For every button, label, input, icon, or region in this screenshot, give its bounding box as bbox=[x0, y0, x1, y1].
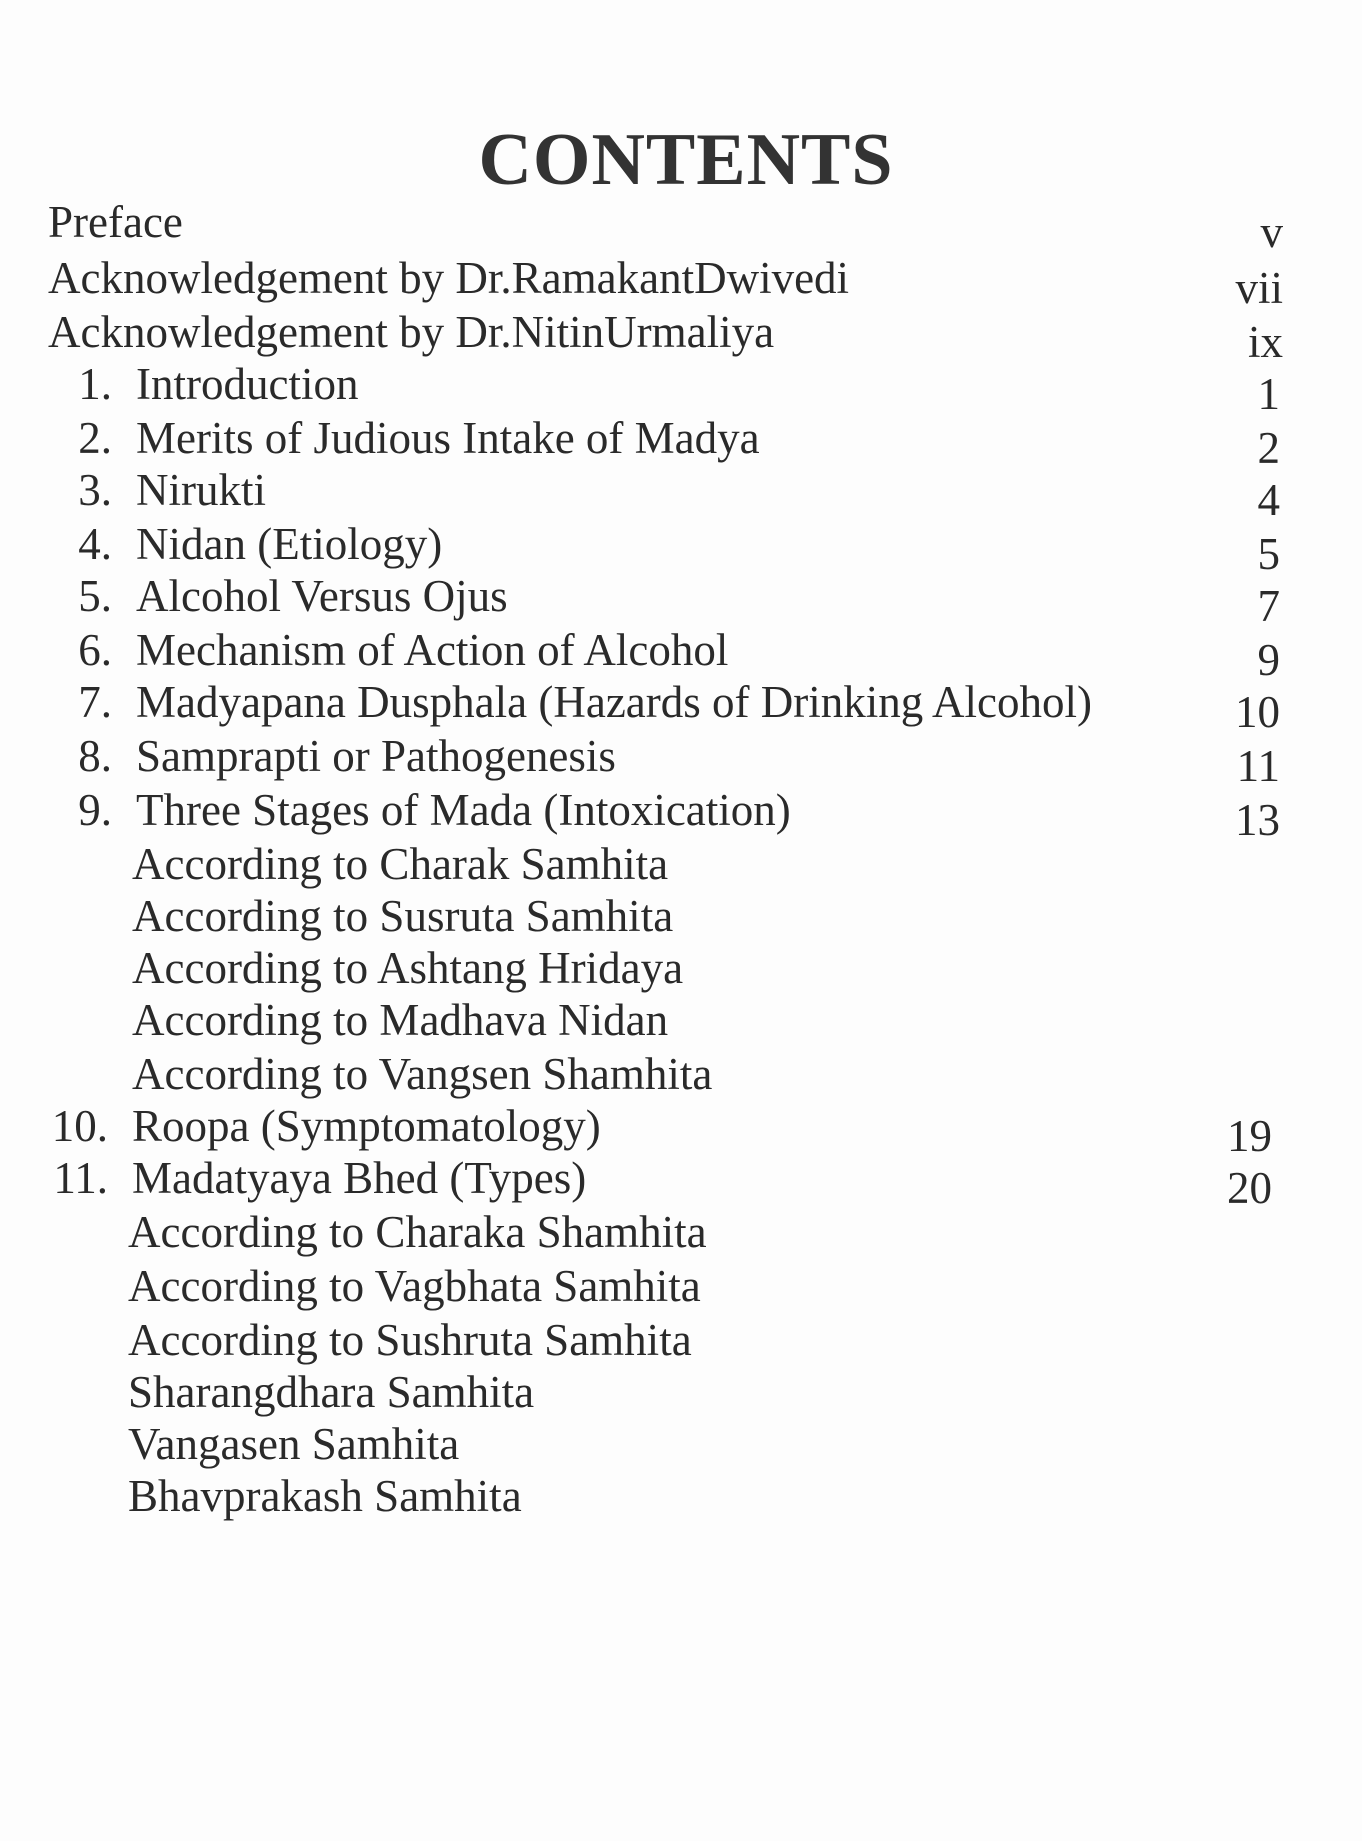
toc-entry bbox=[0, 730, 1362, 790]
toc-entry bbox=[0, 838, 1362, 898]
toc-entry bbox=[0, 890, 1362, 950]
entry-number: 4. bbox=[78, 519, 112, 569]
entry-page-number: 2 bbox=[1257, 423, 1280, 473]
entry-number: 1. bbox=[78, 359, 112, 409]
toc-entry bbox=[0, 624, 1362, 684]
toc-entry bbox=[0, 942, 1362, 1002]
entry-title: Acknowledgement by Dr.NitinUrmaliya bbox=[48, 307, 775, 357]
entry-number: 8. bbox=[78, 731, 112, 781]
entry-title: Introduction bbox=[136, 359, 359, 409]
entry-title: Nidan (Etiology) bbox=[136, 519, 443, 569]
entry-subtitle: According to Vagbhata Samhita bbox=[128, 1261, 701, 1311]
toc-entry bbox=[0, 1418, 1362, 1478]
toc-entry bbox=[0, 676, 1362, 736]
entry-title: Alcohol Versus Ojus bbox=[136, 571, 508, 621]
toc-entry bbox=[0, 570, 1362, 630]
entry-page-number: 7 bbox=[1257, 581, 1280, 631]
entry-page-number: vii bbox=[1235, 263, 1283, 313]
toc-entry bbox=[0, 1470, 1362, 1530]
entry-title: Samprapti or Pathogenesis bbox=[136, 731, 616, 781]
entry-page-number: 5 bbox=[1257, 529, 1280, 579]
entry-title: Acknowledgement by Dr.RamakantDwivedi bbox=[48, 253, 850, 303]
entry-subtitle: Bhavprakash Samhita bbox=[128, 1471, 522, 1521]
entry-subtitle: According to Vangsen Shamhita bbox=[132, 1049, 713, 1099]
page-title: CONTENTS bbox=[478, 119, 894, 201]
entry-number: 6. bbox=[78, 625, 112, 675]
entry-title: Merits of Judious Intake of Madya bbox=[136, 413, 760, 463]
toc-entry bbox=[0, 412, 1362, 472]
toc-entry bbox=[0, 1152, 1362, 1212]
toc-entry bbox=[0, 196, 1362, 256]
toc-entry bbox=[0, 1206, 1362, 1266]
entry-page-number: 19 bbox=[1227, 1111, 1272, 1161]
entry-page-number: 1 bbox=[1257, 369, 1280, 419]
entry-title: Mechanism of Action of Alcohol bbox=[136, 625, 729, 675]
entry-title: Madyapana Dusphala (Hazards of Drinking Alcohol) bbox=[136, 677, 1092, 727]
toc-entry bbox=[0, 306, 1362, 366]
entry-page-number: ix bbox=[1247, 317, 1283, 367]
entry-subtitle: According to Susruta Samhita bbox=[132, 891, 674, 941]
toc-entry bbox=[0, 464, 1362, 524]
toc-entry bbox=[0, 1314, 1362, 1374]
entry-page-number: 4 bbox=[1257, 475, 1280, 525]
entry-number: 2. bbox=[78, 413, 112, 463]
entry-page-number: 9 bbox=[1257, 635, 1280, 685]
entry-subtitle: Vangasen Samhita bbox=[128, 1419, 460, 1469]
entry-subtitle: According to Madhava Nidan bbox=[132, 995, 669, 1045]
entry-page-number: 13 bbox=[1235, 795, 1280, 845]
entry-page-number: v bbox=[1260, 207, 1283, 257]
entry-subtitle: According to Sushruta Samhita bbox=[128, 1315, 692, 1365]
entry-subtitle: According to Ashtang Hridaya bbox=[132, 943, 684, 993]
entry-number: 11. bbox=[53, 1153, 108, 1203]
entry-number: 5. bbox=[78, 571, 112, 621]
entry-title: Preface bbox=[48, 197, 183, 247]
entry-page-number: 11 bbox=[1236, 741, 1280, 791]
entry-number: 9. bbox=[78, 785, 112, 835]
toc-entry bbox=[0, 1366, 1362, 1426]
entry-title: Nirukti bbox=[136, 465, 266, 515]
entry-number: 3. bbox=[78, 465, 112, 515]
toc-entry bbox=[0, 1100, 1362, 1160]
entry-page-number: 20 bbox=[1227, 1163, 1272, 1213]
toc-entry bbox=[0, 252, 1362, 312]
toc-entry bbox=[0, 784, 1362, 844]
entry-subtitle: According to Charaka Shamhita bbox=[128, 1207, 707, 1257]
entry-number: 7. bbox=[78, 677, 112, 727]
toc-entry bbox=[0, 994, 1362, 1054]
toc-entry bbox=[0, 518, 1362, 578]
toc-entry bbox=[0, 1260, 1362, 1320]
entry-page-number: 10 bbox=[1235, 687, 1280, 737]
toc-entry bbox=[0, 358, 1362, 418]
entry-title: Madatyaya Bhed (Types) bbox=[132, 1153, 587, 1203]
toc-entry bbox=[0, 1048, 1362, 1108]
entry-title: Three Stages of Mada (Intoxication) bbox=[136, 785, 791, 835]
entry-number: 10. bbox=[51, 1101, 108, 1151]
entry-subtitle: Sharangdhara Samhita bbox=[128, 1367, 535, 1417]
entry-title: Roopa (Symptomatology) bbox=[132, 1101, 601, 1151]
entry-subtitle: According to Charak Samhita bbox=[132, 839, 669, 889]
